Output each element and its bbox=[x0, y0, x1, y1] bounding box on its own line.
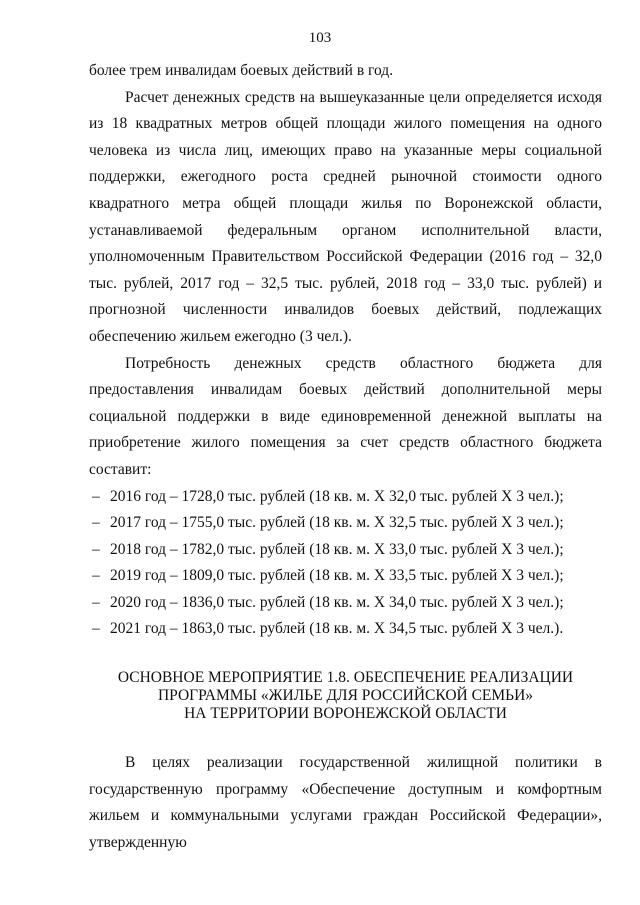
page-content bbox=[89, 58, 602, 856]
list-dash: – bbox=[92, 487, 100, 505]
list-item bbox=[89, 484, 602, 511]
paragraph-continuation: более трем инвалидам боевых действий в год. bbox=[89, 62, 394, 79]
list-item-text: 2020 год – 1836,0 тыс. рублей (18 кв. м. Х 34,0 тыс. рублей Х 3 чел.); bbox=[110, 593, 564, 611]
section-heading bbox=[89, 669, 602, 723]
list-item bbox=[89, 563, 602, 590]
list-item bbox=[89, 537, 602, 564]
page-number: 103 bbox=[308, 30, 332, 46]
paragraph-budget-need: Потребность денежных средств областного бюджета для предоставления инвалидам боевых действий дополнительной меры социальной поддержки в виде единовременной денежной выплаты на приобретение жилого помещения за счет средств областного бюджета составит: bbox=[89, 354, 602, 478]
list-dash: – bbox=[92, 567, 100, 585]
list-dash: – bbox=[92, 540, 100, 558]
yearly-amounts-list bbox=[89, 484, 602, 644]
section-heading-line: НА ТЕРРИТОРИИ ВОРОНЕЖСКОЙ ОБЛАСТИ bbox=[184, 705, 507, 723]
list-item-text: 2018 год – 1782,0 тыс. рублей (18 кв. м. Х 33,0 тыс. рублей Х 3 чел.); bbox=[110, 540, 564, 558]
list-item-text: 2017 год – 1755,0 тыс. рублей (18 кв. м. Х 32,5 тыс. рублей Х 3 чел.); bbox=[110, 514, 564, 532]
list-item bbox=[89, 510, 602, 537]
section-heading-line: ПРОГРАММЫ «ЖИЛЬЕ ДЛЯ РОССИЙСКОЙ СЕМЬИ» bbox=[157, 687, 534, 705]
list-dash: – bbox=[92, 514, 100, 532]
list-item-text: 2021 год – 1863,0 тыс. рублей (18 кв. м. Х 34,5 тыс. рублей Х 3 чел.). bbox=[110, 620, 564, 638]
list-item bbox=[89, 616, 602, 643]
list-dash: – bbox=[92, 620, 100, 638]
list-item-text: 2016 год – 1728,0 тыс. рублей (18 кв. м. Х 32,0 тыс. рублей Х 3 чел.); bbox=[110, 487, 564, 505]
paragraph-section-intro: В целях реализации государственной жилищной политики в государственную программу «Обеспечение доступным и комфортным жильем и коммунальными услугами граждан Российской Федерации», утвержденную bbox=[89, 754, 602, 851]
list-item bbox=[89, 590, 602, 617]
paragraph-calculation: Расчет денежных средств на вышеуказанные цели определяется исходя из 18 квадратных метров общей площади жилого помещения на одного человека из числа лиц, имеющих право на указанные меры социальной поддержки, ежегодного роста средней рыночной стоимости одного квадратного метра общей площади жилья по Воронежской области, устанавливаемой федеральным органом исполнительной власти, уполномоченным Правительством Российской Федерации (2016 год – 32,0 тыс. рублей, 2017 год – 32,5 тыс. рублей, 2018 год – 33,0 тыс. рублей) и прогнозной численности инвалидов боевых действий, подлежащих обеспечению жильем ежегодно (3 чел.). bbox=[89, 88, 602, 345]
list-dash: – bbox=[92, 593, 100, 611]
list-item-text: 2019 год – 1809,0 тыс. рублей (18 кв. м. Х 33,5 тыс. рублей Х 3 чел.); bbox=[110, 567, 564, 585]
section-heading-line: ОСНОВНОЕ МЕРОПРИЯТИЕ 1.8. ОБЕСПЕЧЕНИЕ РЕАЛИЗАЦИИ bbox=[117, 669, 574, 687]
